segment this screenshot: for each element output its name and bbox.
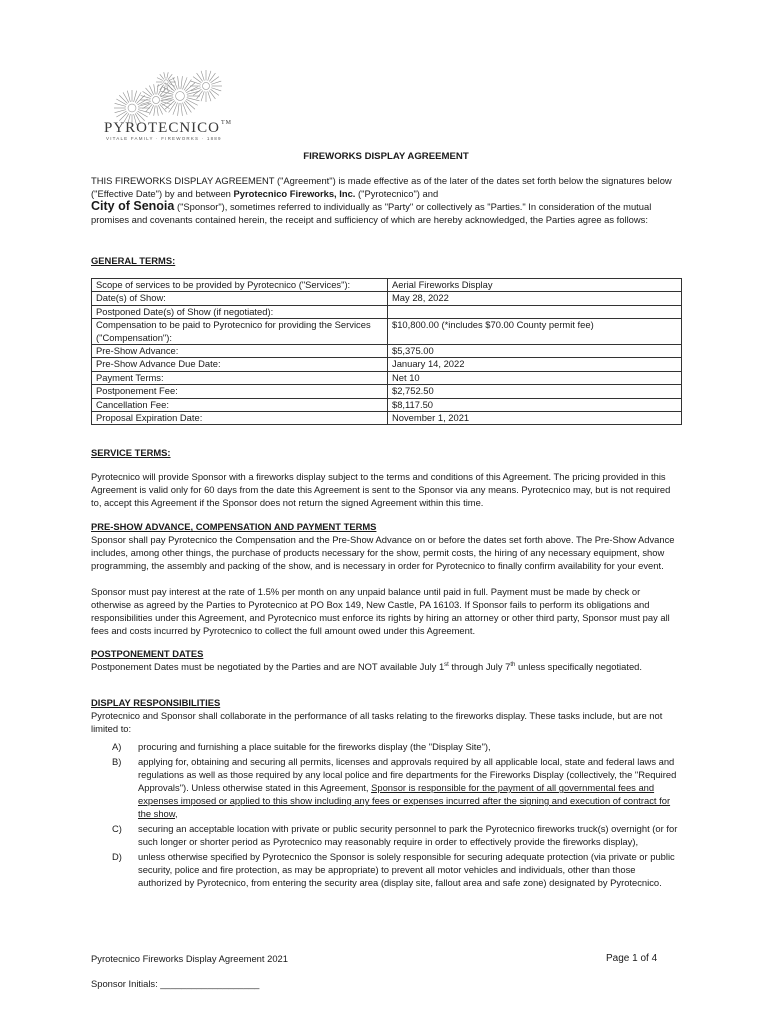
footer-document-name: Pyrotecnico Fireworks Display Agreement 2021 — [91, 953, 288, 964]
term-value: November 1, 2021 — [388, 412, 682, 425]
display-responsibilities-list — [91, 740, 681, 889]
logo-tagline: VITALE FAMILY · FIREWORKS · 1889 — [106, 136, 222, 141]
table-row — [92, 319, 682, 345]
table-row — [92, 292, 682, 305]
table-row — [92, 412, 682, 425]
postponement-text: Postponement Dates must be negotiated by the Parties and are NOT available July 1st through July 7th unless specifically negotiated. — [91, 661, 642, 672]
payment-terms-heading: PRE-SHOW ADVANCE, COMPENSATION AND PAYMENT TERMS — [91, 521, 377, 532]
sponsor-initials-line: Sponsor Initials: ___________________ — [91, 978, 260, 989]
term-value: May 28, 2022 — [388, 292, 682, 305]
term-label: Payment Terms: — [92, 371, 388, 384]
table-row — [92, 398, 682, 411]
table-row — [92, 305, 682, 318]
term-value: $8,117.50 — [388, 398, 682, 411]
postponement-heading: POSTPONEMENT DATES — [91, 648, 204, 659]
term-value: January 14, 2022 — [388, 358, 682, 371]
intro-paragraph-1: THIS FIREWORKS DISPLAY AGREEMENT ("Agreement") is made effective as of the later of the dates set forth below the signatures below ("Effective Date") by and between Pyrotecnico Fireworks, Inc. ("Pyrotecnico") and — [91, 175, 672, 199]
term-label: Postponement Fee: — [92, 385, 388, 398]
term-label: Pre-Show Advance: — [92, 345, 388, 358]
sponsor-name: City of Senoia — [91, 199, 175, 213]
footer-page-number: Page 1 of 4 — [606, 953, 658, 964]
term-label: Cancellation Fee: — [92, 398, 388, 411]
intro-paragraph-2: City of Senoia ("Sponsor"), sometimes referred to individually as "Party" or collectively as "Parties." In consideration of the mutual promises and covenants contained herein, the receipt and sufficiency of which are hereby acknowledged, the Parties agree as follows: — [91, 199, 652, 225]
display-responsibilities-heading: DISPLAY RESPONSIBILITIES — [91, 697, 221, 708]
list-item: D) unless otherwise specified by Pyrotecnico the Sponsor is solely responsible for securing adequate protection (via private or public security, police and fire protection, as may be appropriate) to prevent all motor vehicles and individuals, other than those authorized by Pyrotecnico, from entering the security area (display site, fallout area and safe zone) designated by Pyrotecnico. — [112, 851, 675, 888]
term-value: Net 10 — [388, 371, 682, 384]
term-label: Proposal Expiration Date: — [92, 412, 388, 425]
list-item: B) applying for, obtaining and securing all permits, licenses and approvals required by all applicable local, state and federal laws and regulations as well as those required by any local police and fire departments for the Fireworks Display (collectively, the "Required Approvals"). Unless otherwise stated in this Agreement, Sponsor is responsible for the payment of all governmental fees and expenses imposed or applied to this show including any fees or expenses incurred after the signing and execution of contract for the show, — [112, 756, 677, 819]
logo-wordmark: PYROTECNICO™ — [104, 120, 233, 136]
service-terms-heading: SERVICE TERMS: — [91, 447, 171, 458]
table-row — [92, 358, 682, 371]
term-label: Compensation to be paid to Pyrotecnico for providing the Services ("Compensation"): — [92, 319, 388, 345]
term-label: Pre-Show Advance Due Date: — [92, 358, 388, 371]
table-row — [92, 371, 682, 384]
general-terms-heading: GENERAL TERMS: — [91, 255, 176, 266]
document-title: FIREWORKS DISPLAY AGREEMENT — [303, 151, 469, 162]
term-value: Aerial Fireworks Display — [388, 279, 682, 292]
general-terms-table — [91, 278, 682, 425]
table-row — [92, 279, 682, 292]
term-label: Postponed Date(s) of Show (if negotiated): — [92, 305, 388, 318]
service-terms-text: Pyrotecnico will provide Sponsor with a fireworks display subject to the terms and conditions of this Agreement. The pricing provided in this Agreement is valid only for 60 days from the date this Agreement is sent to the Sponsor via any means. Pyrotecnico may, but is not required to, accept this Agreement if the Sponsor does not return the signed Agreement within this time. — [91, 471, 671, 508]
term-label: Date(s) of Show: — [92, 292, 388, 305]
firework-burst-icon — [190, 70, 222, 102]
display-responsibilities-intro: Pyrotecnico and Sponsor shall collaborate in the performance of all tasks relating to the fireworks display. These tasks include, but are not limited to: — [91, 710, 663, 734]
term-value — [388, 305, 682, 318]
term-value: $10,800.00 (*includes $70.00 County permit fee) — [388, 319, 682, 345]
payment-terms-paragraph-2: Sponsor must pay interest at the rate of 1.5% per month on any unpaid balance until paid in full. Payment must be made by check or otherwise as agreed by the Parties to Pyrotecnico at PO Box 149, New Castle, PA 16103. If Sponsor fails to perform its obligations and responsibilities under this Agreement, and Pyrotecnico must enforce its rights by hiring an attorney or other third party, Sponsor must pay all fees and costs incurred by Pyrotecnico to collect the full amount owed under this Agreement. — [91, 586, 670, 636]
term-value: $5,375.00 — [388, 345, 682, 358]
table-row — [92, 345, 682, 358]
list-item: C) securing an acceptable location with private or public security personnel to park the Pyrotecnico fireworks truck(s) overnight (or for such longer or shorter period as Pyrotecnico may reasonably require in order to effectively provide the fireworks display), — [112, 823, 678, 847]
payment-terms-paragraph-1: Sponsor shall pay Pyrotecnico the Compensation and the Pre-Show Advance on or before the dates set forth above. The Pre-Show Advance includes, among other things, the purchase of products necessary for the show, permit costs, the hiring of any necessary equipment, show programming, the assembly and packing of the show, and is necessary in order for Pyrotecnico to finally confirm availability for your event. — [91, 534, 675, 571]
term-label: Scope of services to be provided by Pyrotecnico ("Services"): — [92, 279, 388, 292]
firework-burst-icon — [140, 84, 172, 116]
term-value: $2,752.50 — [388, 385, 682, 398]
table-row — [92, 385, 682, 398]
list-item: A) procuring and furnishing a place suitable for the fireworks display (the "Display Site"), — [112, 741, 491, 752]
